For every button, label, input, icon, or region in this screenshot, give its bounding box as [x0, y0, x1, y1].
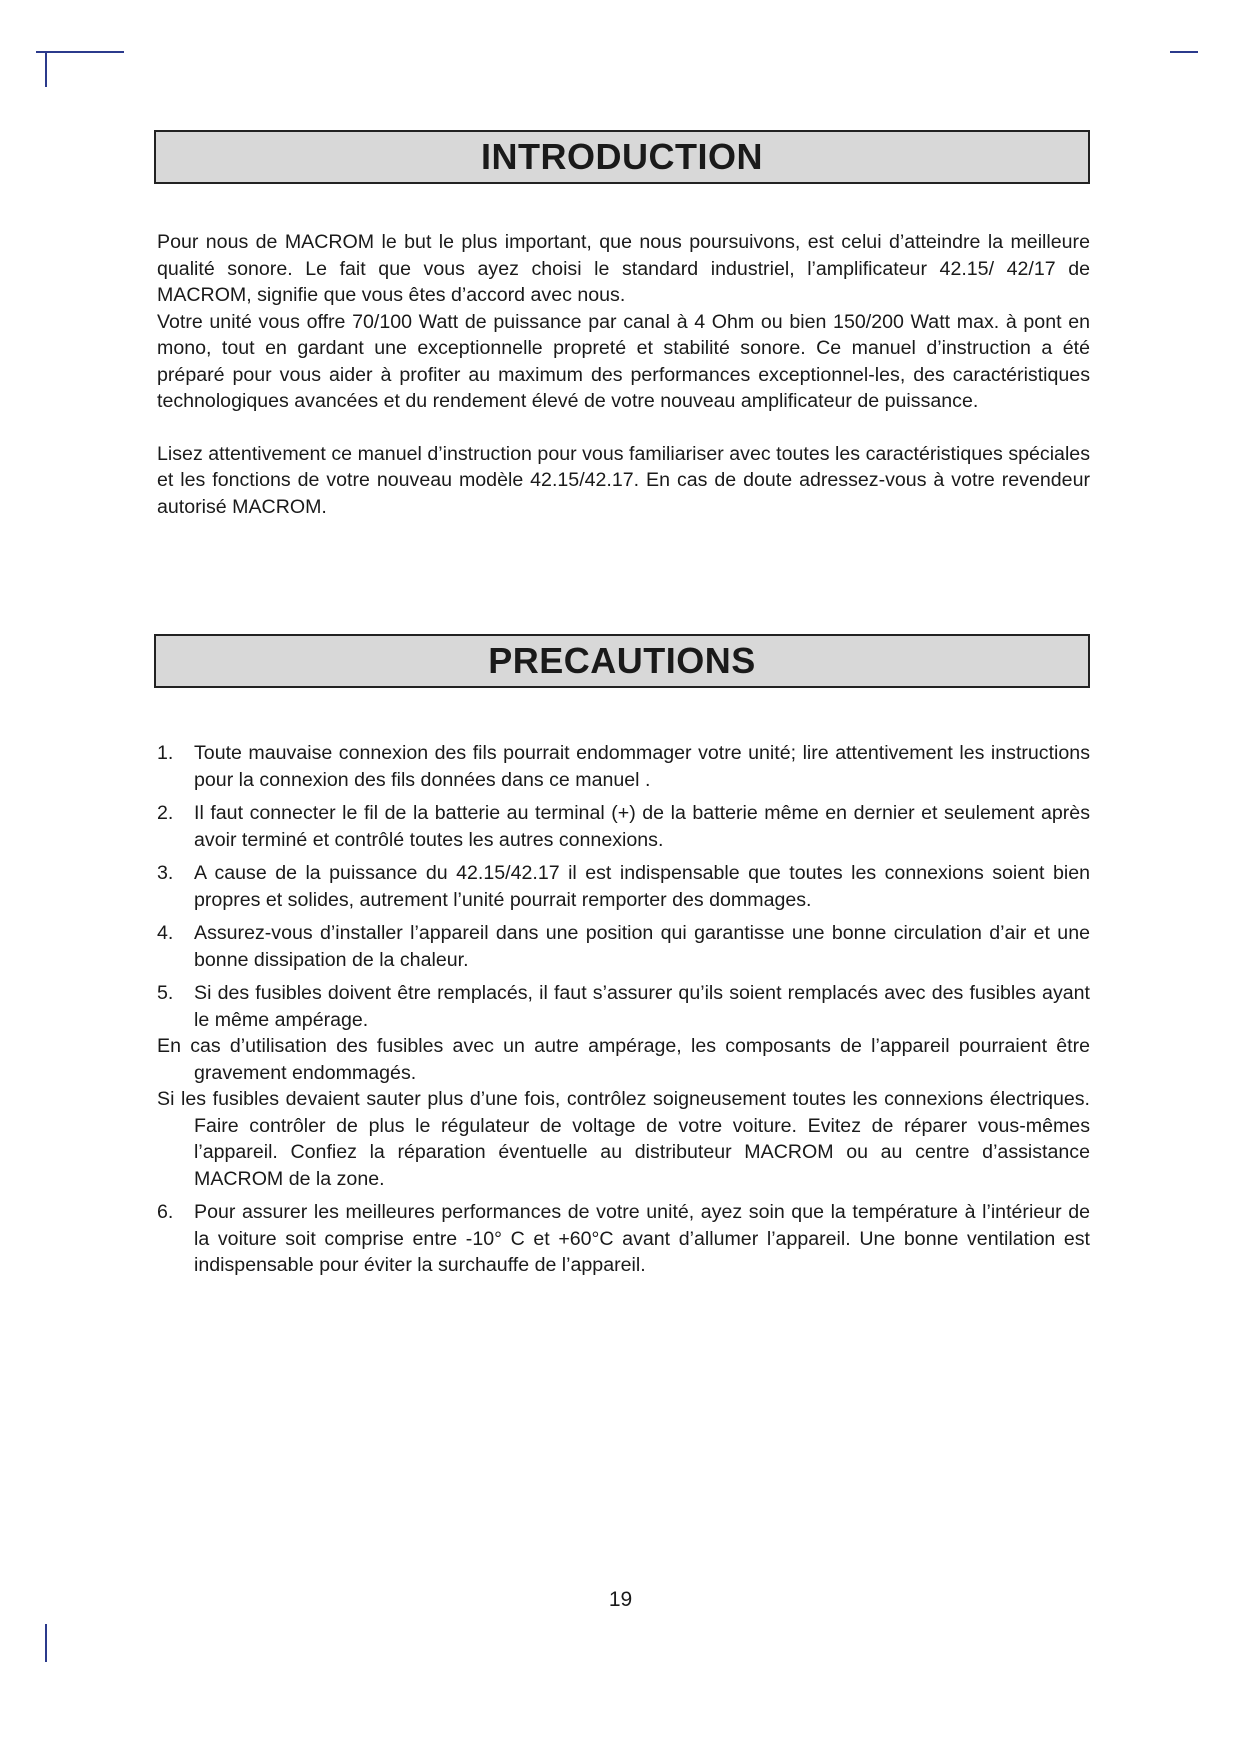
precautions-header — [154, 634, 1090, 688]
list-item — [157, 740, 1090, 793]
list-item-number: 1. — [157, 742, 174, 764]
crop-mark-top-left-h — [36, 51, 124, 53]
introduction-title: INTRODUCTION — [481, 136, 763, 177]
list-item-number: 3. — [157, 862, 174, 884]
list-item-text: Il faut connecter le fil de la batterie au terminal (+) de la batterie même en dernier et seulement après avoir terminé et contrôlé toutes les autres connexions. — [194, 802, 1090, 851]
list-item-text: Si des fusibles doivent être remplacés, il faut s’assurer qu’ils soient remplacés avec des fusibles ayant le même ampérage. — [194, 982, 1090, 1031]
page-number: 19 — [608, 1588, 633, 1611]
list-item-text: Assurez-vous d’installer l’appareil dans une position qui garantisse une bonne circulation d’air et une bonne dissipation de la chaleur. — [194, 922, 1090, 971]
precautions-title: PRECAUTIONS — [488, 640, 756, 681]
list-item-text: Pour assurer les meilleures performances de votre unité, ayez soin que la température à l’intérieur de la voiture soit comprise entre -10° C et +60°C avant d’allumer l’appareil. Une bonne ventilation est indispensable pour éviter la surchauffe de l’appareil. — [194, 1201, 1090, 1276]
list-item-number: 4. — [157, 922, 174, 944]
list-item-number: 2. — [157, 802, 174, 824]
list-item-number: 6. — [157, 1201, 174, 1223]
introduction-body — [157, 229, 1090, 520]
list-item-number: 5. — [157, 982, 174, 1004]
list-item — [157, 800, 1090, 853]
crop-mark-top-right-h — [1170, 51, 1198, 53]
precautions-list — [157, 740, 1090, 1286]
crop-mark-bottom-left-v — [45, 1624, 47, 1662]
list-item-text: A cause de la puissance du 42.15/42.17 il est indispensable que toutes les connexions soient bien propres et solides, autrement l’unité pourrait remporter des dommages. — [194, 862, 1090, 911]
intro-paragraph-2: Votre unité vous offre 70/100 Watt de puissance par canal à 4 Ohm ou bien 150/200 Watt max. à pont en mono, tout en gardant une exceptionnelle propreté et stabilité sonore. Ce manuel d’instruction a été préparé pour vous aider à profiter au maximum des performances exceptionnel-les, des caractéristiques technologiques avancées et du rendement élevé de votre nouveau amplificateur de puissance. — [157, 310, 1090, 412]
intro-paragraph-1: Pour nous de MACROM le but le plus important, que nous poursuivons, est celui d’atteindre la meilleure qualité sonore. Le fait que vous ayez choisi le standard industriel, l’amplificateur 42.15/ 42/17 de MACROM, signifie que vous êtes d’accord avec nous. — [157, 231, 1090, 306]
list-item — [157, 980, 1090, 1192]
crop-mark-top-left-v — [45, 51, 47, 87]
list-item — [157, 920, 1090, 973]
list-item-subparagraph: En cas d’utilisation des fusibles avec un autre ampérage, les composants de l’appareil pourraient être gravement endommagés. — [157, 1035, 1090, 1084]
list-item — [157, 1199, 1090, 1279]
intro-paragraph-3: Lisez attentivement ce manuel d’instruction pour vous familiariser avec toutes les caractéristiques spéciales et les fonctions de votre nouveau modèle 42.15/42.17. En cas de doute adressez-vous à votre revendeur autorisé MACROM. — [157, 442, 1090, 518]
introduction-header — [154, 130, 1090, 184]
list-item-subparagraph: Si les fusibles devaient sauter plus d’une fois, contrôlez soigneusement toutes les connexions électriques. Faire contrôler de plus le régulateur de voltage de votre voiture. Evitez de réparer vous-mêmes l’appareil. Confiez la réparation éventuelle au distributeur MACROM ou au centre d’assistance MACROM de la zone. — [157, 1088, 1090, 1190]
list-item — [157, 860, 1090, 913]
list-item-text: Toute mauvaise connexion des fils pourrait endommager votre unité; lire attentivement les instructions pour la connexion des fils données dans ce manuel . — [194, 742, 1090, 791]
